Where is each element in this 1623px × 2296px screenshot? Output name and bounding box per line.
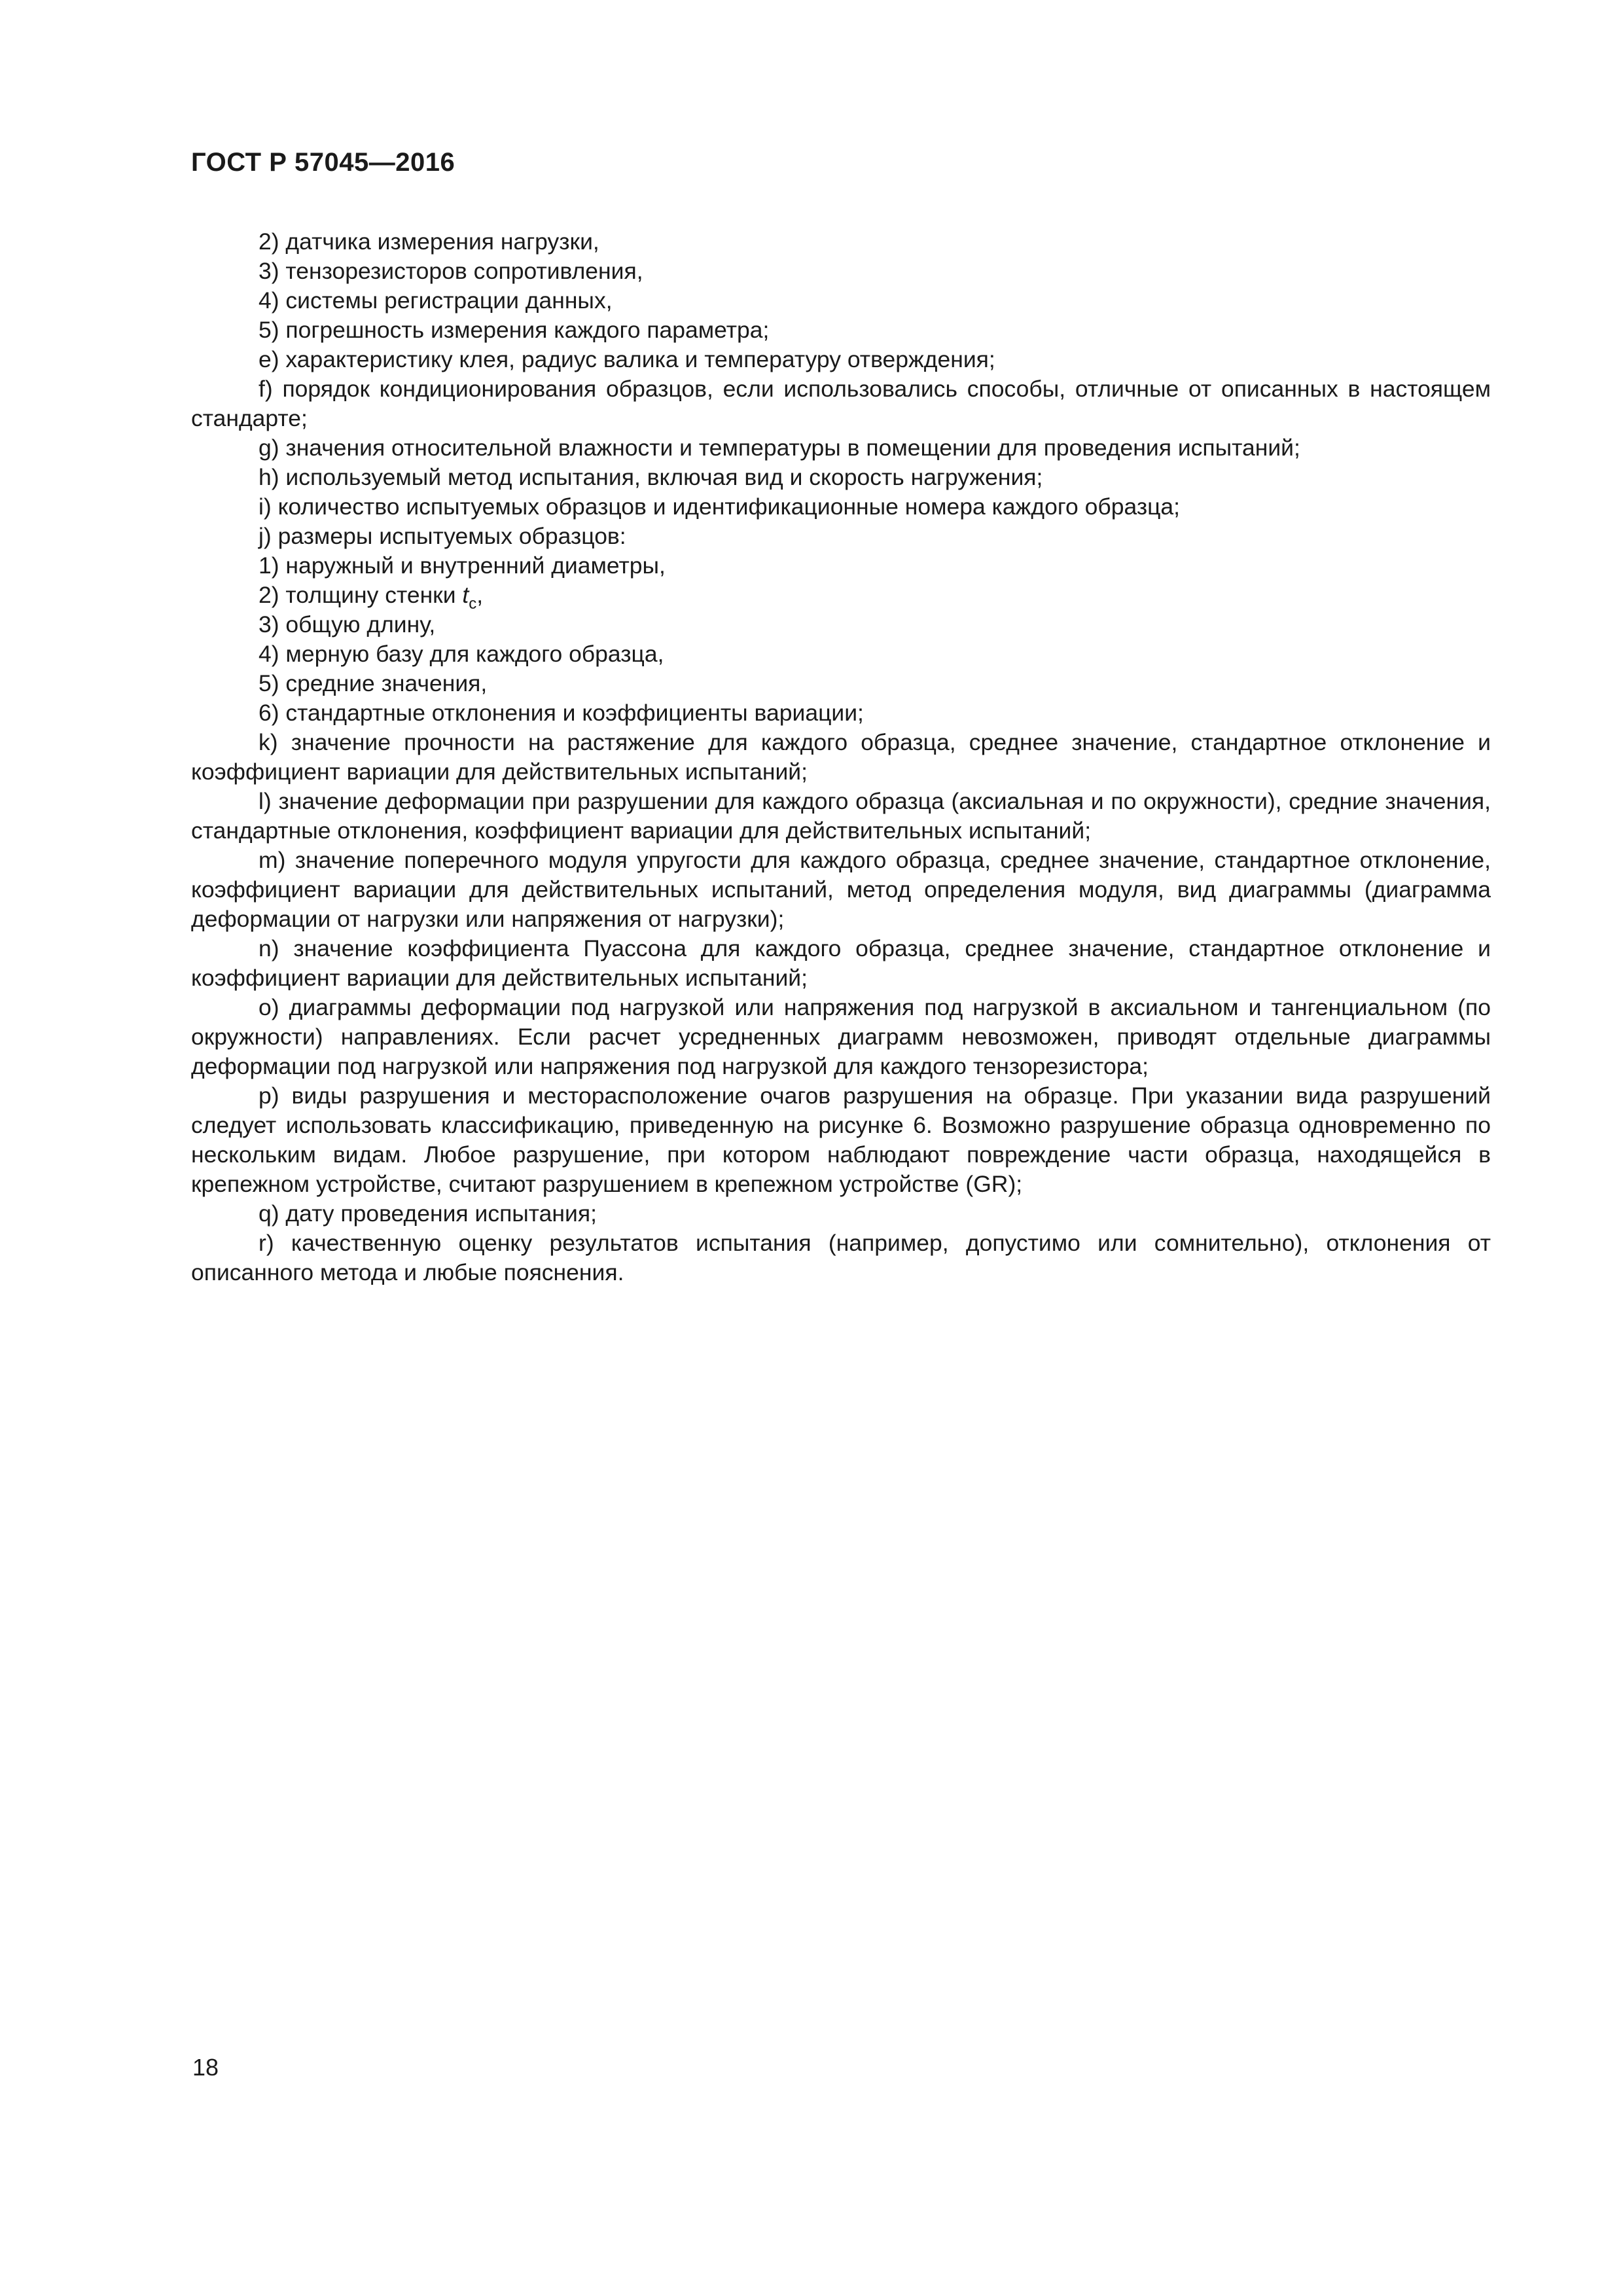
list-item: i) количество испытуемых образцов и идентификационные номера каждого образца; xyxy=(259,493,1181,520)
wall-thickness-punctuation: , xyxy=(476,582,484,608)
list-item: 5) погрешность измерения каждого параметра; xyxy=(259,317,770,343)
list-item: n) значение коэффициента Пуассона для каждого образца, среднее значение, стандартное отклонение и коэффициент вариации для действительных испытаний; xyxy=(191,935,1491,991)
page-number: 18 xyxy=(192,2054,219,2081)
list-item: 4) мерную базу для каждого образца, xyxy=(259,641,664,667)
list-item: q) дату проведения испытания; xyxy=(259,1200,597,1227)
list-item-wall-thickness xyxy=(191,581,1491,613)
list-item: 5) средние значения, xyxy=(259,670,488,696)
list-item: e) характеристику клея, радиус валика и температуру отверждения; xyxy=(259,346,995,372)
list-item: l) значение деформации при разрушении для каждого образца (аксиальная и по окружности), средние значения, стандартные отклонения, коэффициент вариации для действительных испытаний; xyxy=(191,788,1491,844)
list-item: 6) стандартные отклонения и коэффициенты вариации; xyxy=(259,700,864,726)
list-item: 2) датчика измерения нагрузки, xyxy=(259,228,599,255)
list-item: 1) наружный и внутренний диаметры, xyxy=(259,552,666,579)
list-item: k) значение прочности на растяжение для каждого образца, среднее значение, стандартное отклонение и коэффициент вариации для действительных испытаний; xyxy=(191,729,1491,785)
list-item: p) виды разрушения и месторасположение очагов разрушения на образце. При указании вида разрушений следует использовать классификацию, приведенную на рисунке 6. Возможно разрушение образца одновременно по нескольким видам. Любое разрушение, при котором наблюдают повреждение части образца, находящейся в крепежном устройстве, считают разрушением в крепежном устройстве (GR); xyxy=(191,1083,1491,1197)
list-item: 4) системы регистрации данных, xyxy=(259,287,613,314)
list-item: 3) общую длину, xyxy=(259,611,436,637)
list-item: h) используемый метод испытания, включая вид и скорость нагружения; xyxy=(259,464,1043,490)
wall-thickness-subscript: c xyxy=(469,595,477,613)
wall-thickness-text: 2) толщину стенки xyxy=(259,582,463,608)
list-item: g) значения относительной влажности и температуры в помещении для проведения испытаний; xyxy=(259,435,1300,461)
list-item: o) диаграммы деформации под нагрузкой или напряжения под нагрузкой в аксиальном и тангенциальном (по окружности) направлениях. Если расчет усредненных диаграмм невозможен, приводят отдельные диаграммы деформации под нагрузкой или напряжения под нагрузкой для каждого тензорезистора; xyxy=(191,994,1491,1079)
list-item: j) размеры испытуемых образцов: xyxy=(259,523,626,549)
list-item: f) порядок кондиционирования образцов, если использовались способы, отличные от описанных в настоящем стандарте; xyxy=(191,376,1491,431)
list-item: m) значение поперечного модуля упругости для каждого образца, среднее значение, стандартное отклонение, коэффициент вариации для действительных испытаний, метод определения модуля, вид диаграммы (диаграмма деформации от нагрузки или напряжения от нагрузки); xyxy=(191,847,1491,932)
list-item: 3) тензорезисторов сопротивления, xyxy=(259,258,643,284)
document-code-header: ГОСТ Р 57045—2016 xyxy=(191,148,455,177)
wall-thickness-symbol: t xyxy=(462,582,469,608)
document-body xyxy=(191,227,1491,1287)
list-item: r) качественную оценку результатов испытания (например, допустимо или сомнительно), отклонения от описанного метода и любые пояснения. xyxy=(191,1230,1491,1285)
